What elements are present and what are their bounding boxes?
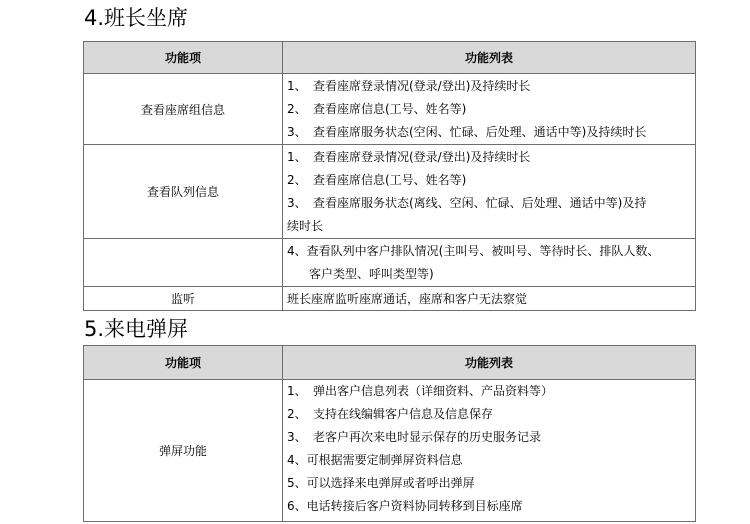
- list-item-continuation: 客户类型、呼叫类型等): [309, 267, 434, 281]
- feature-list-cell: [283, 74, 696, 145]
- feature-cell: 查看座席组信息: [84, 74, 283, 145]
- list-item: 3、 查看座席服务状态(离线、空闲、忙碌、后处理、通话中等)及持: [287, 196, 647, 210]
- feature-cell: 弹屏功能: [84, 380, 283, 522]
- table-row: [84, 74, 696, 145]
- feature-list-cell: [283, 145, 696, 239]
- feature-cell: 查看队列信息: [84, 145, 283, 239]
- header-feature: 功能项: [84, 42, 283, 74]
- list-item-continuation: 续时长: [287, 219, 324, 233]
- list-item: 5、可以选择来电弹屏或者呼出弹屏: [287, 476, 475, 490]
- feature-list-cell: [283, 380, 696, 522]
- list-item: 2、 查看座席信息(工号、姓名等): [287, 173, 467, 187]
- table-section-5: [83, 345, 696, 522]
- table-row: [84, 145, 696, 239]
- table-section-4: [83, 41, 696, 311]
- list-item: 4、查看队列中客户排队情况(主叫号、被叫号、等待时长、排队人数、: [287, 244, 660, 258]
- feature-list-cell: [283, 239, 696, 287]
- section-title-4: 4.班长坐席: [84, 6, 189, 30]
- header-feature: 功能项: [84, 346, 283, 380]
- list-item: 2、 查看座席信息(工号、姓名等): [287, 102, 467, 116]
- feature-list-cell: [283, 287, 696, 311]
- table-row: [84, 287, 696, 311]
- list-item: 1、 查看座席登录情况(登录/登出)及持续时长: [287, 79, 531, 93]
- table-row: [84, 239, 696, 287]
- table-row: [84, 380, 696, 522]
- list-item: 3、 查看座席服务状态(空闲、忙碌、后处理、通话中等)及持续时长: [287, 125, 647, 139]
- list-item: 1、 查看座席登录情况(登录/登出)及持续时长: [287, 150, 531, 164]
- list-item: 2、 支持在线编辑客户信息及信息保存: [287, 407, 494, 421]
- table-header-row: [84, 346, 696, 380]
- feature-cell: [84, 239, 283, 287]
- list-item: 1、 弹出客户信息列表（详细资料、产品资料等）: [287, 384, 554, 398]
- list-item: 4、可根据需要定制弹屏资料信息: [287, 453, 463, 467]
- section-title-5: 5.来电弹屏: [84, 317, 189, 341]
- list-item: 3、 老客户再次来电时显示保存的历史服务记录: [287, 430, 542, 444]
- header-feature-list: 功能列表: [283, 346, 696, 380]
- list-item: 班长座席监听座席通话，座席和客户无法察觉: [287, 291, 528, 306]
- header-feature-list: 功能列表: [283, 42, 696, 74]
- feature-cell: 监听: [84, 287, 283, 311]
- list-item: 6、电话转接后客户资料协同转移到目标座席: [287, 499, 523, 513]
- table-header-row: [84, 42, 696, 74]
